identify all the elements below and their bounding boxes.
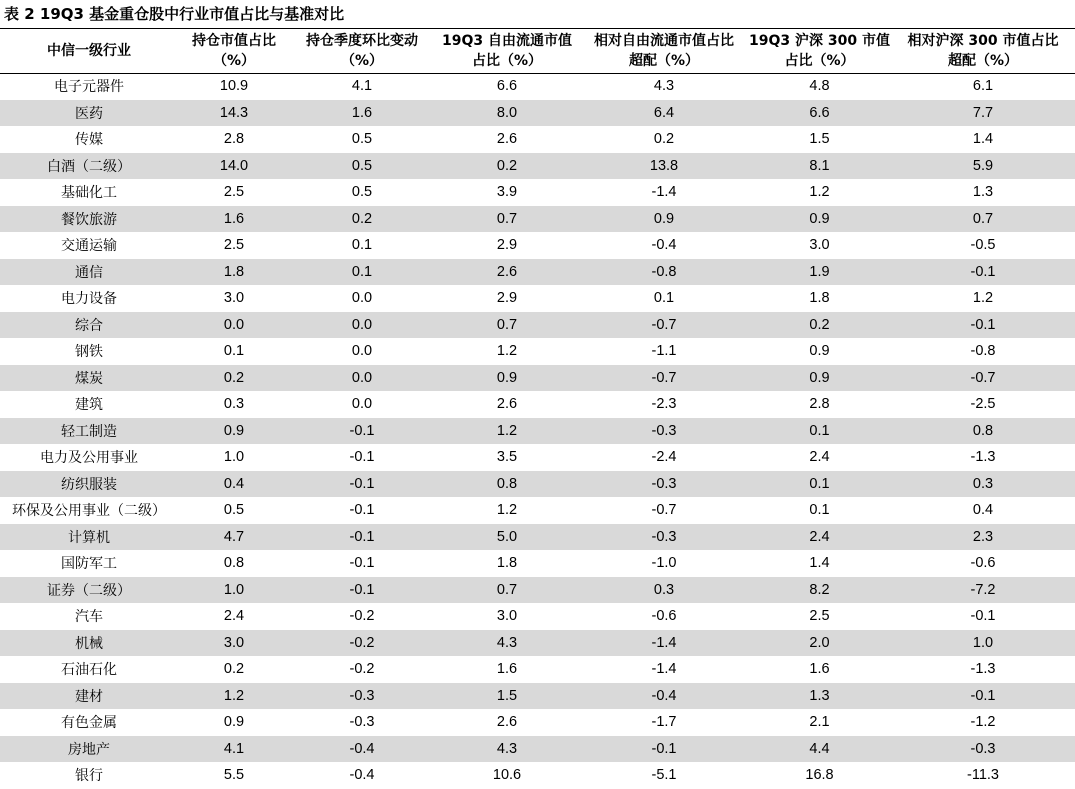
value-cell: 1.2 xyxy=(972,290,994,307)
table-row xyxy=(0,365,1075,392)
value-cell: -1.7 xyxy=(651,714,677,731)
value-cell: -0.1 xyxy=(290,418,434,445)
value-cell: 2.6 xyxy=(496,714,518,731)
value-cell: -0.1 xyxy=(290,471,434,498)
value-cell: 2.6 xyxy=(496,396,518,413)
value-cell: -1.4 xyxy=(651,184,677,201)
table-row xyxy=(0,683,1075,710)
value-cell: -0.4 xyxy=(580,683,748,710)
value-cell: -0.3 xyxy=(580,524,748,551)
header-label: 19Q3 自由流通市值 xyxy=(442,33,572,49)
table-body xyxy=(0,73,1075,789)
value-cell: -0.2 xyxy=(290,630,434,657)
table-row xyxy=(0,762,1075,789)
value-cell: -1.1 xyxy=(651,343,677,360)
header-industry xyxy=(0,29,178,73)
value-cell: 2.8 xyxy=(809,396,830,413)
table-row xyxy=(0,259,1075,286)
value-cell: -0.8 xyxy=(580,259,748,286)
industry-name-cell: 综合 xyxy=(0,312,178,339)
value-cell: -0.3 xyxy=(580,418,748,445)
value-cell: 5.5 xyxy=(223,767,245,784)
value-cell: 1.8 xyxy=(178,259,290,286)
value-cell: 0.5 xyxy=(351,184,373,201)
value-cell: 0.7 xyxy=(434,206,580,233)
value-cell: 4.4 xyxy=(748,736,891,763)
value-cell: 1.0 xyxy=(891,630,1075,657)
table-row xyxy=(0,656,1075,683)
industry-name-cell: 电力及公用事业 xyxy=(40,450,138,467)
value-cell: 14.3 xyxy=(178,100,290,127)
value-cell: 1.9 xyxy=(748,259,891,286)
header-label: 相对沪深 300 市值占比 xyxy=(907,33,1059,49)
value-cell: 0.0 xyxy=(351,290,373,307)
value-cell: 2.4 xyxy=(223,608,245,625)
value-cell: -0.4 xyxy=(349,767,375,784)
value-cell: 0.2 xyxy=(290,206,434,233)
value-cell: 2.1 xyxy=(809,714,830,731)
value-cell: -0.7 xyxy=(580,312,748,339)
value-cell: 3.9 xyxy=(496,184,518,201)
industry-name-cell: 通信 xyxy=(0,259,178,286)
industry-name-cell: 基础化工 xyxy=(61,185,117,202)
value-cell: -0.7 xyxy=(580,365,748,392)
value-cell: 0.3 xyxy=(223,396,245,413)
value-cell: 0.9 xyxy=(580,206,748,233)
value-cell: 4.3 xyxy=(434,630,580,657)
table-row xyxy=(0,418,1075,445)
industry-name-cell: 电力设备 xyxy=(61,291,117,308)
value-cell: 8.1 xyxy=(748,153,891,180)
value-cell: 2.4 xyxy=(809,449,830,466)
value-cell: 0.5 xyxy=(290,153,434,180)
header-unit: （%） xyxy=(212,53,256,69)
table-row xyxy=(0,550,1075,577)
value-cell: -1.4 xyxy=(651,661,677,678)
value-cell: 0.4 xyxy=(178,471,290,498)
value-cell: -0.4 xyxy=(290,736,434,763)
value-cell: -2.3 xyxy=(651,396,677,413)
value-cell: 0.1 xyxy=(351,237,373,254)
value-cell: 1.0 xyxy=(223,449,245,466)
industry-name-cell: 餐饮旅游 xyxy=(0,206,178,233)
value-cell: 8.2 xyxy=(748,577,891,604)
value-cell: 5.0 xyxy=(434,524,580,551)
value-cell: -11.3 xyxy=(967,767,999,784)
industry-name-cell: 纺织服装 xyxy=(0,471,178,498)
value-cell: 2.4 xyxy=(748,524,891,551)
value-cell: 6.1 xyxy=(972,78,994,95)
value-cell: 0.9 xyxy=(748,365,891,392)
table-row xyxy=(0,391,1075,418)
value-cell: 0.9 xyxy=(809,343,830,360)
value-cell: 1.8 xyxy=(496,555,518,572)
industry-table xyxy=(0,29,1075,789)
value-cell: 4.8 xyxy=(809,78,830,95)
value-cell: -0.3 xyxy=(290,683,434,710)
table-row xyxy=(0,603,1075,630)
value-cell: 1.3 xyxy=(972,184,994,201)
header-qoq-change xyxy=(290,29,434,73)
value-cell: -0.3 xyxy=(349,714,375,731)
value-cell: -1.0 xyxy=(651,555,677,572)
value-cell: 0.4 xyxy=(972,502,994,519)
industry-name-cell: 钢铁 xyxy=(75,344,103,361)
value-cell: -0.1 xyxy=(970,608,996,625)
header-csi300-overweight xyxy=(891,29,1075,73)
value-cell: 3.0 xyxy=(223,290,245,307)
value-cell: 4.7 xyxy=(178,524,290,551)
value-cell: -0.1 xyxy=(290,577,434,604)
table-row xyxy=(0,232,1075,259)
industry-name-cell: 医药 xyxy=(0,100,178,127)
value-cell: 2.5 xyxy=(809,608,830,625)
header-rule xyxy=(0,73,1075,74)
value-cell: 2.8 xyxy=(223,131,245,148)
table-row xyxy=(0,736,1075,763)
value-cell: 0.2 xyxy=(178,365,290,392)
value-cell: 0.2 xyxy=(223,661,245,678)
industry-name-cell: 建材 xyxy=(0,683,178,710)
industry-name-cell: 煤炭 xyxy=(0,365,178,392)
industry-name-cell: 计算机 xyxy=(0,524,178,551)
value-cell: 0.5 xyxy=(223,502,245,519)
table-row xyxy=(0,312,1075,339)
value-cell: -0.1 xyxy=(891,312,1075,339)
value-cell: 0.7 xyxy=(891,206,1075,233)
value-cell: -0.5 xyxy=(970,237,996,254)
value-cell: -0.4 xyxy=(651,237,677,254)
value-cell: 0.8 xyxy=(223,555,245,572)
value-cell: 1.2 xyxy=(496,343,518,360)
table-row xyxy=(0,471,1075,498)
industry-name-cell: 石油石化 xyxy=(61,662,117,679)
value-cell: 2.6 xyxy=(434,259,580,286)
table-row xyxy=(0,444,1075,471)
value-cell: -0.6 xyxy=(970,555,996,572)
value-cell: 3.0 xyxy=(178,630,290,657)
value-cell: 16.8 xyxy=(805,767,834,784)
value-cell: 2.3 xyxy=(891,524,1075,551)
value-cell: -0.3 xyxy=(580,471,748,498)
header-free-float-share xyxy=(434,29,580,73)
industry-name-cell: 有色金属 xyxy=(61,715,117,732)
table-header xyxy=(0,29,1075,73)
value-cell: -2.5 xyxy=(970,396,996,413)
header-row xyxy=(0,29,1075,73)
value-cell: 0.1 xyxy=(748,418,891,445)
value-cell: 0.1 xyxy=(653,290,675,307)
table-row xyxy=(0,524,1075,551)
header-label: 持仓市值占比 xyxy=(192,33,276,49)
value-cell: 0.0 xyxy=(351,343,373,360)
header-unit: （%） xyxy=(340,53,384,69)
value-cell: -0.1 xyxy=(349,449,375,466)
header-holding-share xyxy=(178,29,290,73)
value-cell: 0.9 xyxy=(748,206,891,233)
value-cell: 0.2 xyxy=(748,312,891,339)
value-cell: -7.2 xyxy=(891,577,1075,604)
table-row xyxy=(0,126,1075,153)
value-cell: 1.4 xyxy=(972,131,994,148)
value-cell: 13.8 xyxy=(580,153,748,180)
value-cell: -1.4 xyxy=(580,630,748,657)
value-cell: 0.0 xyxy=(351,396,373,413)
industry-name-cell: 证券（二级） xyxy=(0,577,178,604)
value-cell: 4.3 xyxy=(434,736,580,763)
value-cell: -0.1 xyxy=(290,524,434,551)
table-row xyxy=(0,709,1075,736)
value-cell: 1.6 xyxy=(809,661,830,678)
value-cell: 0.0 xyxy=(290,365,434,392)
table-row xyxy=(0,73,1075,100)
value-cell: 1.2 xyxy=(434,418,580,445)
industry-name-cell: 国防军工 xyxy=(61,556,117,573)
value-cell: 14.0 xyxy=(178,153,290,180)
value-cell: -0.3 xyxy=(891,736,1075,763)
header-label: 相对自由流通市值占比 xyxy=(594,33,734,49)
value-cell: -1.3 xyxy=(970,661,996,678)
value-cell: 0.8 xyxy=(434,471,580,498)
table-row xyxy=(0,179,1075,206)
header-unit: 占比（%） xyxy=(471,53,543,69)
industry-name-cell: 房地产 xyxy=(0,736,178,763)
value-cell: 0.0 xyxy=(178,312,290,339)
table-title: 表 2 19Q3 基金重仓股中行业市值占比与基准对比 xyxy=(4,5,345,23)
value-cell: -0.6 xyxy=(651,608,677,625)
value-cell: 2.6 xyxy=(496,131,518,148)
value-cell: 4.1 xyxy=(351,78,373,95)
value-cell: -0.2 xyxy=(349,661,375,678)
header-unit: 超配（%） xyxy=(947,53,1019,69)
value-cell: 0.2 xyxy=(653,131,675,148)
header-label: 中信一级行业 xyxy=(47,43,131,59)
value-cell: 3.0 xyxy=(809,237,830,254)
table-row xyxy=(0,206,1075,233)
value-cell: 0.1 xyxy=(748,471,891,498)
value-cell: 1.2 xyxy=(809,184,830,201)
value-cell: -5.1 xyxy=(651,767,677,784)
header-csi300-share xyxy=(748,29,891,73)
value-cell: 0.5 xyxy=(351,131,373,148)
value-cell: 5.9 xyxy=(891,153,1075,180)
value-cell: -0.1 xyxy=(349,502,375,519)
value-cell: -2.4 xyxy=(651,449,677,466)
value-cell: 0.1 xyxy=(223,343,245,360)
value-cell: 0.9 xyxy=(223,714,245,731)
industry-name-cell: 传媒 xyxy=(75,132,103,149)
table-row xyxy=(0,100,1075,127)
value-cell: 2.9 xyxy=(496,237,518,254)
value-cell: 0.3 xyxy=(580,577,748,604)
value-cell: 1.4 xyxy=(809,555,830,572)
value-cell: 1.5 xyxy=(434,683,580,710)
value-cell: 1.2 xyxy=(178,683,290,710)
industry-name-cell: 环保及公用事业（二级） xyxy=(12,503,166,520)
value-cell: 1.8 xyxy=(809,290,830,307)
value-cell: 1.5 xyxy=(809,131,830,148)
value-cell: 1.0 xyxy=(178,577,290,604)
value-cell: 2.0 xyxy=(748,630,891,657)
value-cell: 0.1 xyxy=(809,502,830,519)
value-cell: 0.9 xyxy=(178,418,290,445)
value-cell: -1.3 xyxy=(970,449,996,466)
header-label: 19Q3 沪深 300 市值 xyxy=(749,33,890,49)
value-cell: 10.6 xyxy=(492,767,522,784)
industry-name-cell: 轻工制造 xyxy=(0,418,178,445)
value-cell: 3.5 xyxy=(496,449,518,466)
value-cell: -0.1 xyxy=(580,736,748,763)
value-cell: -0.7 xyxy=(651,502,677,519)
value-cell: 0.7 xyxy=(434,577,580,604)
value-cell: 8.0 xyxy=(434,100,580,127)
header-free-float-overweight xyxy=(580,29,748,73)
industry-name-cell: 机械 xyxy=(0,630,178,657)
value-cell: -1.2 xyxy=(970,714,996,731)
value-cell: 4.3 xyxy=(653,78,675,95)
value-cell: 7.7 xyxy=(891,100,1075,127)
industry-name-cell: 电子元器件 xyxy=(54,79,124,96)
value-cell: -0.7 xyxy=(891,365,1075,392)
value-cell: 2.5 xyxy=(223,184,245,201)
value-cell: 0.9 xyxy=(434,365,580,392)
header-label: 持仓季度环比变动 xyxy=(306,33,418,49)
header-unit: 占比（%） xyxy=(784,53,855,69)
table-row xyxy=(0,497,1075,524)
value-cell: 6.6 xyxy=(748,100,891,127)
industry-name-cell: 建筑 xyxy=(75,397,103,414)
table-row xyxy=(0,630,1075,657)
header-unit: 超配（%） xyxy=(628,53,700,69)
value-cell: 0.0 xyxy=(290,312,434,339)
value-cell: 10.9 xyxy=(219,78,249,95)
value-cell: 1.3 xyxy=(748,683,891,710)
value-cell: 0.7 xyxy=(434,312,580,339)
value-cell: 6.4 xyxy=(580,100,748,127)
value-cell: 2.9 xyxy=(496,290,518,307)
value-cell: 1.6 xyxy=(290,100,434,127)
value-cell: 1.6 xyxy=(496,661,518,678)
industry-name-cell: 交通运输 xyxy=(61,238,117,255)
value-cell: 0.3 xyxy=(891,471,1075,498)
value-cell: 3.0 xyxy=(496,608,518,625)
value-cell: 1.2 xyxy=(496,502,518,519)
value-cell: 0.8 xyxy=(891,418,1075,445)
industry-name-cell: 白酒（二级） xyxy=(0,153,178,180)
value-cell: -0.1 xyxy=(891,683,1075,710)
table-row xyxy=(0,285,1075,312)
table-row xyxy=(0,153,1075,180)
table-row xyxy=(0,577,1075,604)
table-row xyxy=(0,338,1075,365)
value-cell: -0.2 xyxy=(349,608,375,625)
value-cell: -0.8 xyxy=(970,343,996,360)
value-cell: -0.1 xyxy=(349,555,375,572)
value-cell: 0.1 xyxy=(290,259,434,286)
industry-name-cell: 银行 xyxy=(75,768,103,785)
value-cell: 6.6 xyxy=(496,78,518,95)
value-cell: -0.1 xyxy=(891,259,1075,286)
value-cell: 2.5 xyxy=(223,237,245,254)
value-cell: 0.2 xyxy=(434,153,580,180)
industry-name-cell: 汽车 xyxy=(75,609,103,626)
value-cell: 1.6 xyxy=(178,206,290,233)
value-cell: 4.1 xyxy=(178,736,290,763)
